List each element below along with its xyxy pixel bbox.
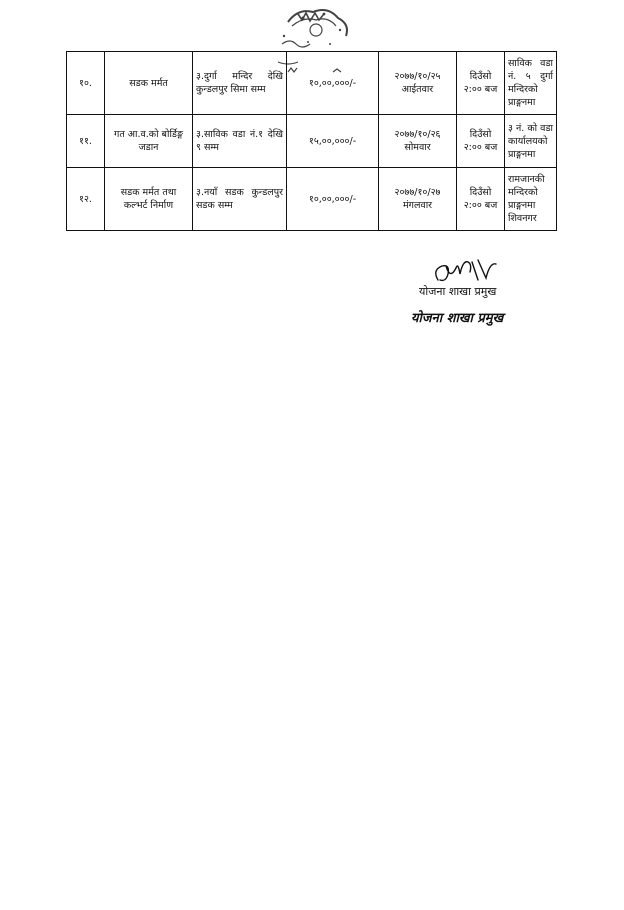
time-cell: दिउँसो २:०० बज [457,168,505,231]
location-cell: ३.नयाँ सडक कुन्डलपुर सडक सम्म [193,168,287,231]
day-text: आईतवार [401,84,434,95]
serial-number-cell: ११. [67,115,105,168]
date-text: २०७७/१०/२६ [394,129,441,140]
place-cell: ३ नं. को वडा कार्यालयको प्राङ्गनमा [505,115,557,168]
tender-table [66,51,557,231]
day-text: मंगलवार [402,200,433,211]
place-cell: साविक वडा नं. ५ दुर्गा मन्दिरको प्राङ्गनमा [505,52,557,115]
place-cell: रामजानकी मन्दिरको प्राङ्गनमा शिवनगर [505,168,557,231]
project-name-cell: गत आ.व.को बोर्डिङ्ग जडान [105,115,193,168]
location-cell: ३.दुर्गा मन्दिर देखि कुन्डलपुर सिमा सम्म [193,52,287,115]
signature-icon [428,254,498,288]
date-text: २०७७/१०/२५ [394,71,441,82]
date-cell [379,168,457,231]
table-row [67,115,557,168]
date-cell [379,115,457,168]
serial-number-cell: १२. [67,168,105,231]
day-text: सोमवार [404,142,431,153]
signatory-stamp-text: योजना शाखा प्रमुख [411,311,504,326]
table-row [67,52,557,115]
time-cell: दिउँसो २:०० बज [457,52,505,115]
project-name-cell: सडक मर्मत तथा कल्भर्ट निर्माण [105,168,193,231]
signatory-title: योजना शाखा प्रमुख [419,285,497,298]
project-name-cell: सडक मर्मत [105,52,193,115]
location-cell: ३.साविक वडा नं.१ देखि ९ सम्म [193,115,287,168]
date-cell [379,52,457,115]
amount-cell: १०,००,०००/- [287,52,379,115]
serial-number-cell: १०. [67,52,105,115]
date-text: २०७७/१०/२७ [394,187,441,198]
table-row [67,168,557,231]
amount-cell: १५,००,०००/- [287,115,379,168]
time-cell: दिउँसो २:०० बज [457,115,505,168]
amount-cell: १०,००,०००/- [287,168,379,231]
